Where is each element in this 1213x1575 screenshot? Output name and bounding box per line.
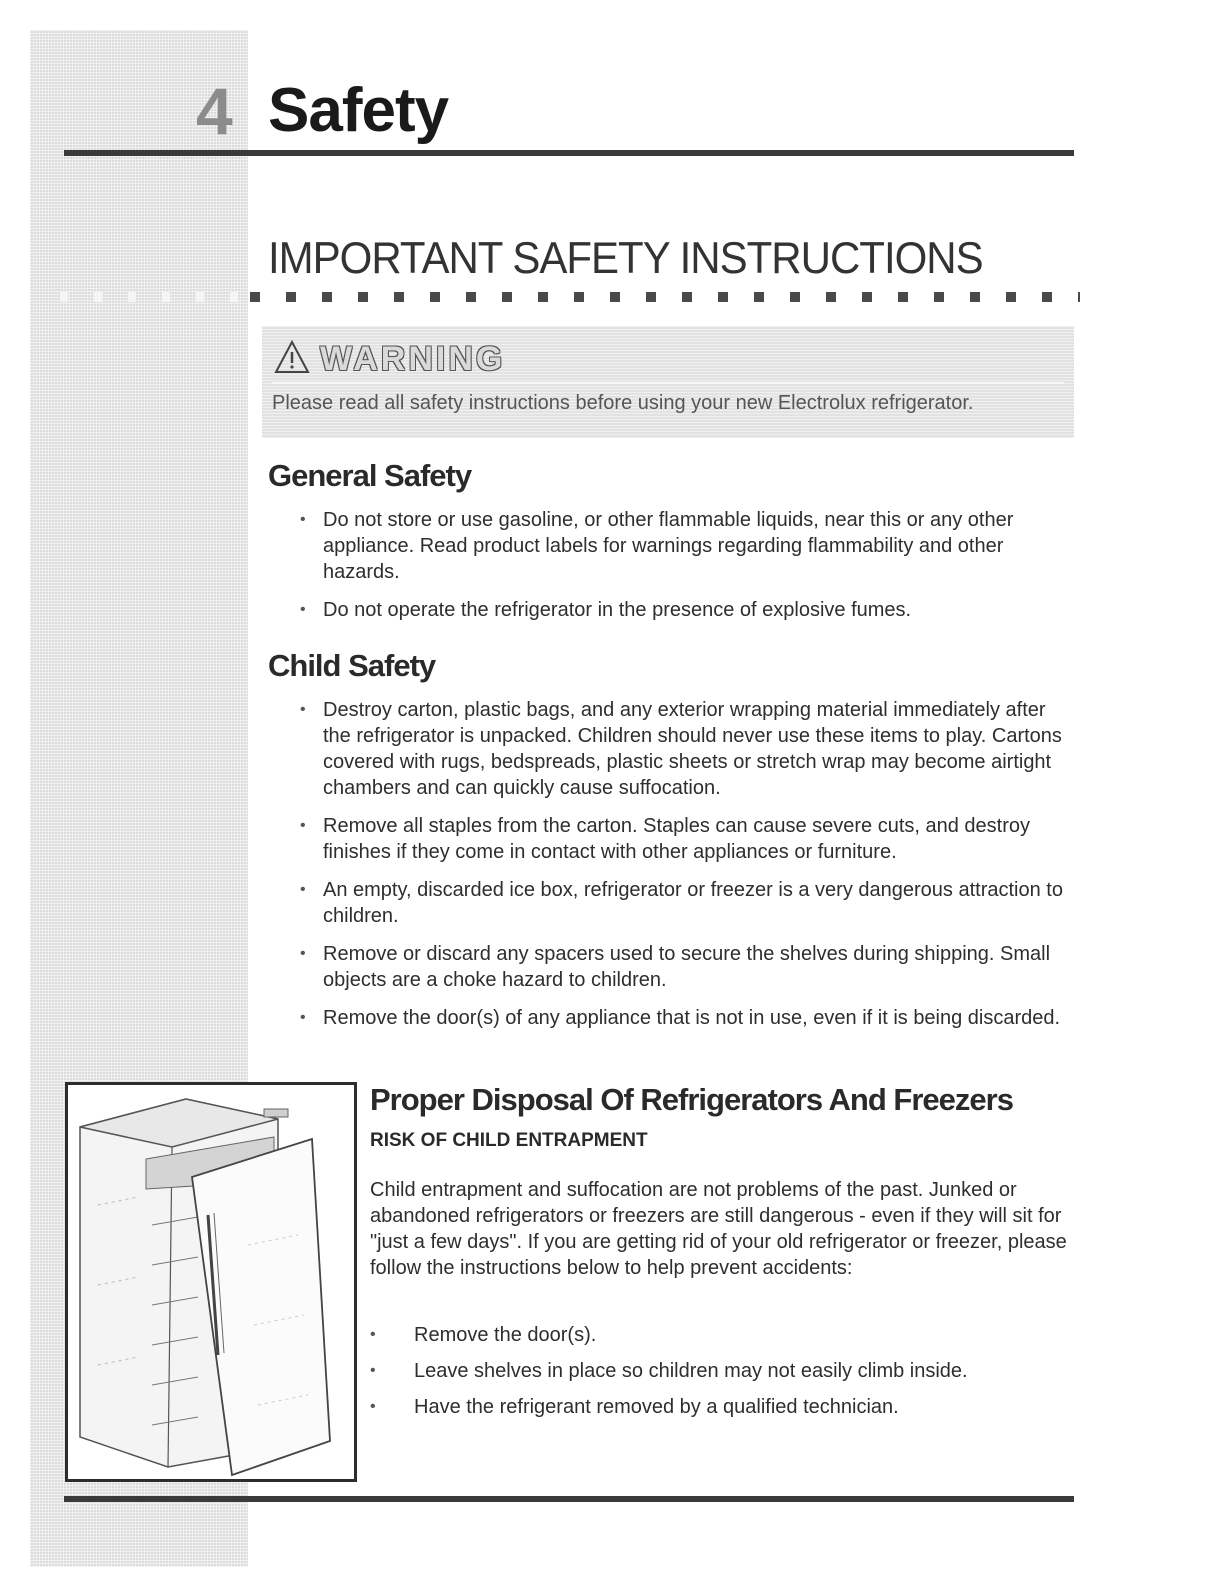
list-item [370, 1358, 1070, 1384]
list-item-text: Have the refrigerant removed by a qualified technician. [414, 1396, 899, 1418]
warning-box [262, 326, 1074, 438]
warning-divider [272, 382, 1064, 384]
dot-divider-side [60, 292, 250, 302]
list-item [300, 507, 1070, 585]
refrigerator-illustration [65, 1082, 357, 1482]
list-item [300, 941, 1070, 993]
bullet-mark: • [300, 817, 306, 834]
list-item [300, 877, 1070, 929]
list-item-text: Leave shelves in place so children may not easily climb inside. [414, 1360, 968, 1382]
list-item [300, 697, 1070, 801]
list-item [300, 813, 1070, 865]
bottom-rule [64, 1496, 1074, 1502]
list-item-text: An empty, discarded ice box, refrigerator or freezer is a very dangerous attraction to children. [323, 879, 1063, 927]
bullet-mark: • [300, 601, 306, 618]
main-heading: IMPORTANT SAFETY INSTRUCTIONS [268, 232, 983, 283]
bullet-mark: • [370, 1326, 376, 1343]
bullet-mark: • [300, 701, 306, 718]
bullet-mark: • [300, 945, 306, 962]
bullet-mark: • [370, 1362, 376, 1379]
dot-divider [250, 292, 1080, 302]
page-title: Safety [268, 76, 449, 145]
bullet-mark: • [300, 511, 306, 528]
bullet-mark: • [300, 881, 306, 898]
child-safety-list [300, 697, 1070, 1043]
general-safety-list [300, 507, 1070, 635]
general-safety-heading: General Safety [268, 458, 472, 493]
list-item [300, 597, 1070, 623]
disposal-list [370, 1322, 1070, 1430]
disposal-heading: Proper Disposal Of Refrigerators And Freezers [370, 1082, 1013, 1117]
bullet-mark: • [300, 1009, 306, 1026]
bullet-mark: • [370, 1398, 376, 1415]
list-item [370, 1394, 1070, 1420]
list-item-text: Remove all staples from the carton. Staples can cause severe cuts, and destroy finishes if they come in contact with other appliances or furniture. [323, 815, 1031, 863]
chapter-number: 4 [196, 74, 233, 148]
list-item-text: Do not operate the refrigerator in the presence of explosive fumes. [323, 599, 912, 621]
top-rule [64, 150, 1074, 156]
list-item-text: Remove the door(s). [414, 1324, 597, 1346]
child-safety-heading: Child Safety [268, 648, 436, 683]
warning-triangle-icon [274, 340, 310, 374]
refrigerator-drawing [68, 1085, 354, 1479]
list-item-text: Remove the door(s) of any appliance that is not in use, even if it is being discarded. [323, 1007, 1061, 1029]
list-item [300, 1005, 1070, 1031]
disposal-paragraph: Child entrapment and suffocation are not problems of the past. Junked or abandoned refrigerators or freezers are still dangerous - even if they will sit for "just a few days". If you are getting rid of your old refrigerator or freezer, please follow the instructions below to help prevent accidents: [370, 1179, 1067, 1279]
disposal-subheading: RISK OF CHILD ENTRAPMENT [370, 1130, 648, 1151]
list-item [370, 1322, 1070, 1348]
warning-text: Please read all safety instructions before using your new Electrolux refrigerator. [272, 392, 974, 414]
warning-title: WARNING [320, 340, 506, 378]
list-item-text: Remove or discard any spacers used to secure the shelves during shipping. Small objects are a choke hazard to children. [323, 943, 1051, 991]
list-item-text: Destroy carton, plastic bags, and any exterior wrapping material immediately after the refrigerator is unpacked. Children should never use these items to play. Cartons covered with rugs, bedspreads, plastic sheets or stretch wrap may become airtight chambers and can quickly cause suffocation. [323, 699, 1062, 799]
list-item-text: Do not store or use gasoline, or other flammable liquids, near this or any other appliance. Read product labels for warnings regarding flammability and other hazards. [323, 509, 1014, 583]
